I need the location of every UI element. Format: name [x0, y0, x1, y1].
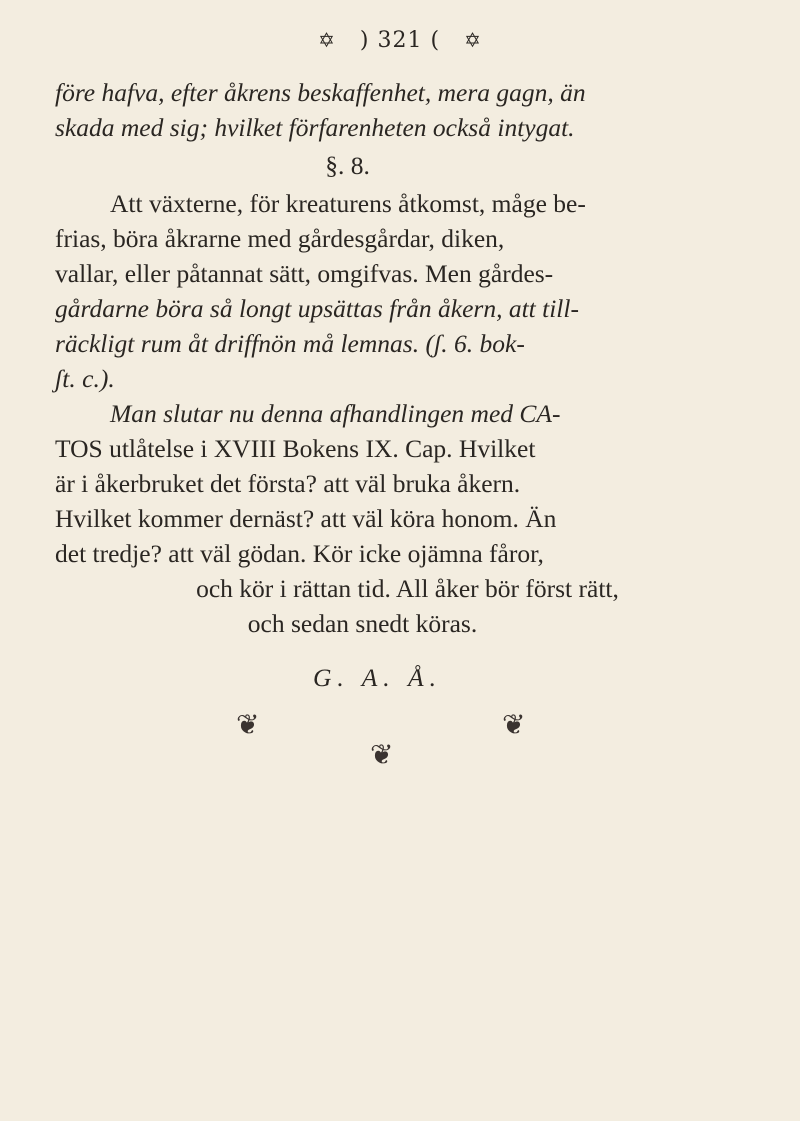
text-line-6: vallar, eller påtannat sätt, omgifvas. Men gårdes-	[55, 259, 554, 288]
fleuron-center-icon: ❦	[370, 738, 394, 771]
text-line-4: Att växterne, för kreaturens åtkomst, måge be-	[110, 189, 586, 218]
text-line-11: TOS utlåtelse i XVIII Bokens IX. Cap. Hvilket	[55, 434, 536, 463]
page-header	[0, 28, 800, 53]
star-ornament-icon: ✡	[464, 28, 482, 52]
text-line-2: skada med sig; hvilket förfarenheten också intygat.	[55, 113, 575, 142]
text-line-10: Man slutar nu denna afhandlingen med CA-	[110, 399, 561, 428]
star-ornament-icon: ✡	[318, 28, 336, 52]
text-line-13: Hvilket kommer dernäst? att väl köra honom. Än	[55, 504, 557, 533]
fleuron-right-icon: ❦	[502, 708, 526, 741]
signature: G. A. Å.	[313, 663, 442, 692]
text-line-7: gårdarne böra så longt upsättas från åkern, att till-	[55, 294, 579, 323]
text-line-16: och sedan snedt köras.	[247, 609, 478, 638]
section-heading: §. 8.	[325, 151, 370, 180]
text-line-5: frias, böra åkrarne med gårdesgårdar, diken,	[55, 224, 505, 253]
fleuron-left-icon: ❦	[236, 708, 260, 741]
text-line-14: det tredje? att väl gödan. Kör icke ojämna fåror,	[55, 539, 544, 568]
text-line-15: och kör i rättan tid. All åker bör först rätt,	[196, 574, 619, 603]
text-line-12: är i åkerbruket det första? att väl bruka åkern.	[55, 469, 521, 498]
text-line-1: före hafva, efter åkrens beskaffenhet, mera gagn, än	[55, 78, 586, 107]
text-line-8: räckligt rum åt driffnön må lemnas. (ʃ. 6. bok-	[55, 329, 525, 358]
text-line-9: ʃt. c.).	[55, 364, 115, 393]
page-number: ) 321 (	[359, 28, 441, 53]
